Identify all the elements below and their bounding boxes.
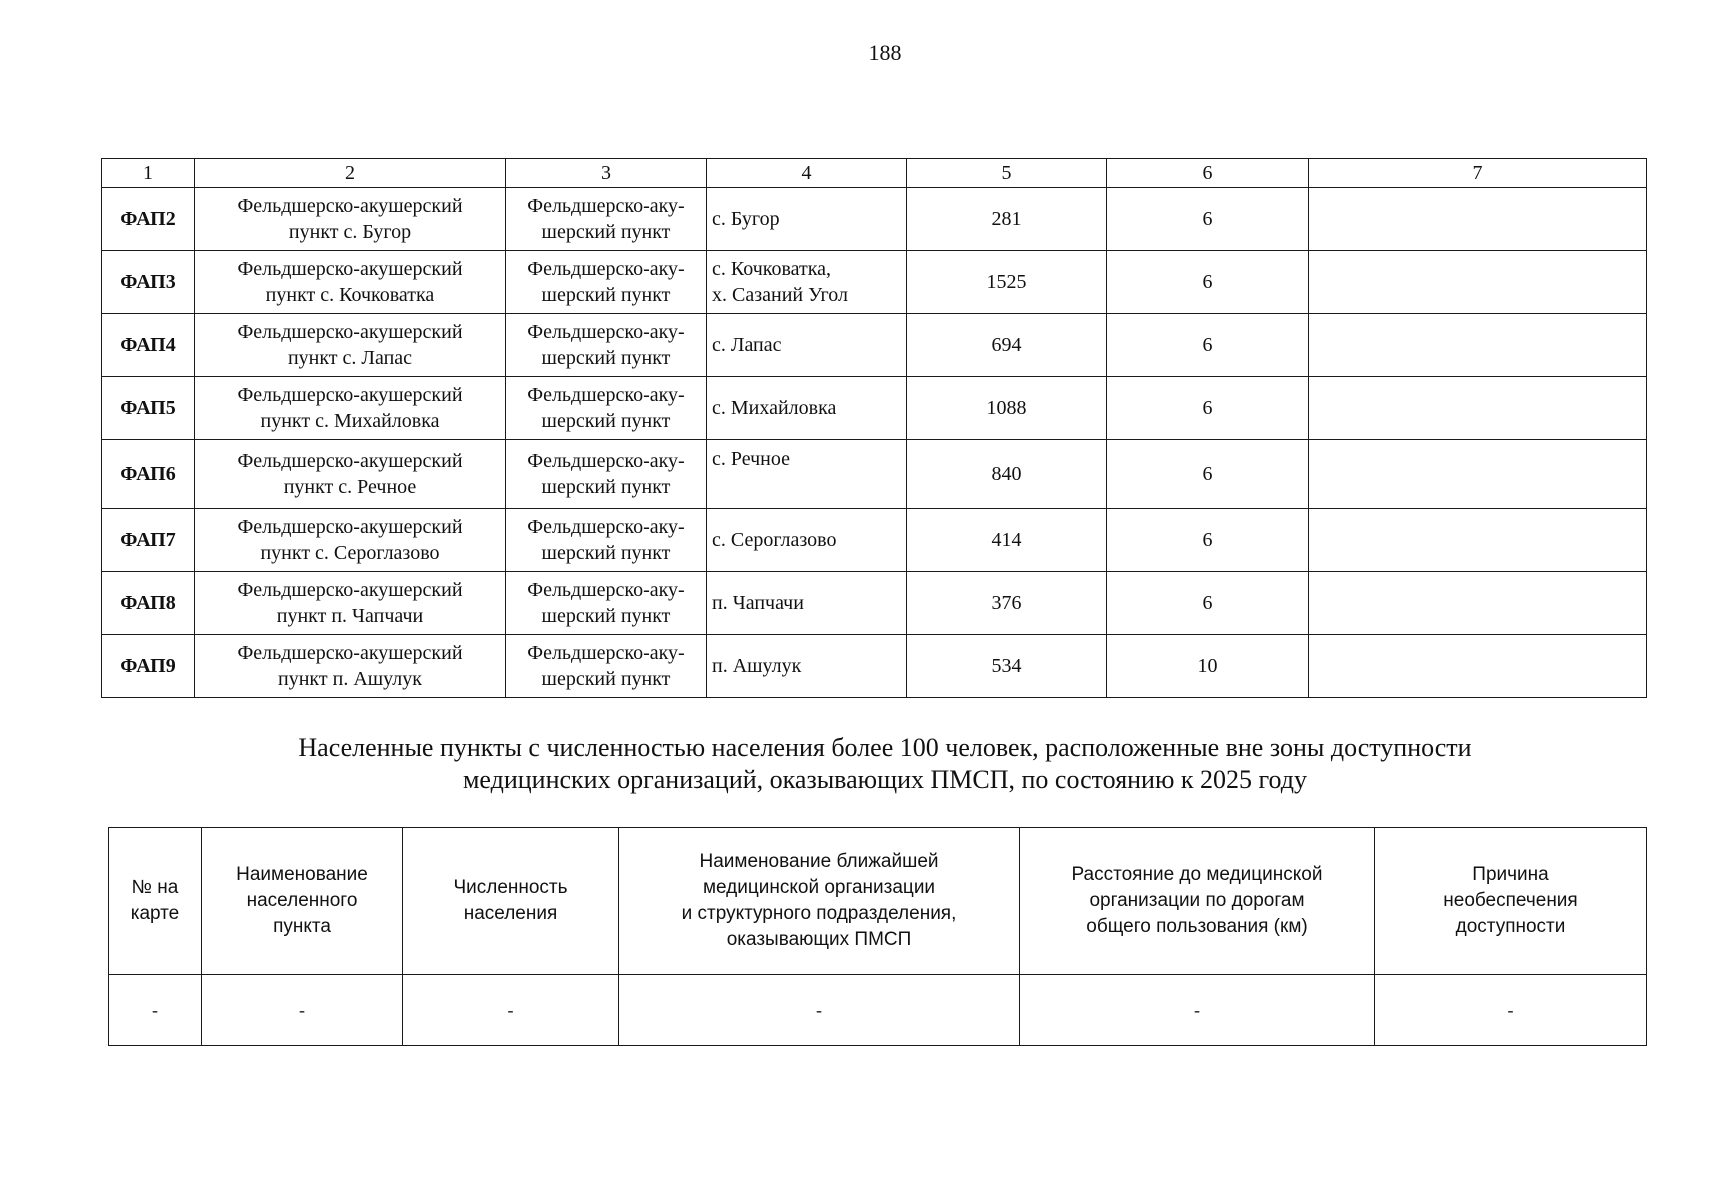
facility-type: [506, 377, 707, 440]
column-header-line: Причина: [1472, 864, 1549, 885]
facility-name-line: Фельдшерско-акушерский: [237, 195, 463, 217]
column-header-line: населенного: [246, 890, 358, 911]
header-row: [109, 828, 1647, 975]
facility-type: [506, 440, 707, 509]
table-row: [102, 509, 1647, 572]
column-6-value: 6: [1107, 509, 1309, 572]
table-row: [102, 377, 1647, 440]
column-header: [202, 828, 403, 975]
population: 534: [907, 635, 1107, 698]
column-header-line: медицинской организации: [702, 877, 936, 898]
settlement: [707, 314, 907, 377]
facility-name: [195, 314, 506, 377]
column-header-line: карте: [130, 903, 180, 924]
facility-name-line: Фельдшерско-акушерский: [237, 516, 463, 538]
column-header-line: № на: [131, 877, 179, 898]
facility-code: ФАП4: [102, 314, 195, 377]
column-number: 2: [195, 159, 506, 188]
settlement: [707, 377, 907, 440]
population: 376: [907, 572, 1107, 635]
facility-name: [195, 188, 506, 251]
column-6-value: 6: [1107, 251, 1309, 314]
facility-name: [195, 251, 506, 314]
column-7-value: [1309, 440, 1647, 509]
section-heading-line: Населенные пункты с численностью населения более 100 человек, расположенные вне зоны доступности: [298, 733, 1472, 762]
facility-name-line: пункт с. Михайловка: [260, 410, 440, 432]
column-header-line: Численность: [453, 877, 568, 898]
column-number: 1: [102, 159, 195, 188]
settlement-line: с. Бугор: [712, 208, 780, 230]
table-row: [102, 572, 1647, 635]
table-row: [102, 635, 1647, 698]
facility-name: [195, 635, 506, 698]
column-header-line: пункта: [273, 916, 331, 937]
column-7-value: [1309, 572, 1647, 635]
facility-name-line: пункт с. Кочковатка: [265, 284, 435, 306]
facility-type-line: Фельдшерско-аку-: [527, 579, 685, 601]
facility-type: [506, 188, 707, 251]
facility-name-line: пункт с. Лапас: [287, 347, 413, 369]
section-heading: [0, 732, 1724, 796]
table-row: [102, 188, 1647, 251]
column-7-value: [1309, 314, 1647, 377]
table-row: [102, 440, 1647, 509]
column-header-line: населения: [463, 903, 558, 924]
facility-type-line: Фельдшерско-аку-: [527, 258, 685, 280]
settlement: [707, 635, 907, 698]
facility-name: [195, 509, 506, 572]
column-7-value: [1309, 635, 1647, 698]
facility-name-line: Фельдшерско-акушерский: [237, 258, 463, 280]
column-number-row: [102, 159, 1647, 188]
settlement-line: с. Речное: [712, 448, 790, 470]
facility-type: [506, 572, 707, 635]
table-cell: -: [1375, 975, 1647, 1046]
population: 840: [907, 440, 1107, 509]
facility-code: ФАП6: [102, 440, 195, 509]
column-header: [1020, 828, 1375, 975]
facility-type-line: Фельдшерско-аку-: [527, 450, 685, 472]
population: 281: [907, 188, 1107, 251]
column-header-line: Наименование ближайшей: [699, 851, 939, 872]
column-header-line: общего пользования (км): [1086, 916, 1308, 937]
facility-type-line: Фельдшерско-аку-: [527, 384, 685, 406]
settlement: [707, 509, 907, 572]
table-cell: -: [109, 975, 202, 1046]
table-cell: -: [403, 975, 619, 1046]
facility-type-line: шерский пункт: [541, 410, 671, 432]
facility-code: ФАП9: [102, 635, 195, 698]
facility-type-line: шерский пункт: [541, 605, 671, 627]
facility-type-line: шерский пункт: [541, 284, 671, 306]
table-cell: -: [1020, 975, 1375, 1046]
column-header-line: и структурного подразделения,: [681, 903, 957, 924]
column-7-value: [1309, 188, 1647, 251]
population: 1088: [907, 377, 1107, 440]
settlement: [707, 251, 907, 314]
settlement-line: с. Лапас: [712, 334, 782, 356]
settlement: [707, 188, 907, 251]
settlement: [707, 572, 907, 635]
settlement-line: с. Сероглазово: [712, 529, 837, 551]
facility-name-line: пункт п. Ашулук: [278, 668, 422, 690]
facility-type-line: Фельдшерско-аку-: [527, 642, 685, 664]
column-6-value: 6: [1107, 572, 1309, 635]
column-6-value: 6: [1107, 440, 1309, 509]
facility-type: [506, 635, 707, 698]
facility-type-line: шерский пункт: [541, 347, 671, 369]
column-header-line: Наименование: [236, 864, 368, 885]
settlement-line: с. Кочковатка,: [712, 258, 832, 280]
facility-type-line: Фельдшерско-аку-: [527, 516, 685, 538]
column-6-value: 6: [1107, 377, 1309, 440]
facility-type-line: шерский пункт: [541, 542, 671, 564]
column-header-line: оказывающих ПМСП: [726, 929, 912, 950]
facility-name-line: Фельдшерско-акушерский: [237, 384, 463, 406]
settlement-line: п. Ашулук: [712, 655, 802, 677]
facility-code: ФАП8: [102, 572, 195, 635]
table-cell: -: [619, 975, 1020, 1046]
column-header: [109, 828, 202, 975]
column-header-line: организации по дорогам: [1089, 890, 1305, 911]
column-number: 4: [707, 159, 907, 188]
facility-name-line: Фельдшерско-акушерский: [237, 642, 463, 664]
column-6-value: 6: [1107, 188, 1309, 251]
facility-type: [506, 509, 707, 572]
column-number: 7: [1309, 159, 1647, 188]
facility-code: ФАП2: [102, 188, 195, 251]
population: 694: [907, 314, 1107, 377]
column-header: [1375, 828, 1647, 975]
page-number: 188: [868, 40, 902, 65]
facility-code: ФАП5: [102, 377, 195, 440]
facility-name-line: пункт п. Чапчачи: [276, 605, 424, 627]
settlement-line: п. Чапчачи: [712, 592, 804, 614]
column-7-value: [1309, 377, 1647, 440]
facility-name: [195, 440, 506, 509]
population: 414: [907, 509, 1107, 572]
out-of-reach-settlements-table: [108, 827, 1647, 1046]
column-7-value: [1309, 509, 1647, 572]
facility-name-line: пункт с. Бугор: [288, 221, 412, 243]
facility-type-line: Фельдшерско-аку-: [527, 195, 685, 217]
table-row: [102, 314, 1647, 377]
facility-name-line: Фельдшерско-акушерский: [237, 579, 463, 601]
column-header: [619, 828, 1020, 975]
facility-type-line: Фельдшерско-аку-: [527, 321, 685, 343]
facility-name-line: Фельдшерско-акушерский: [237, 321, 463, 343]
population: 1525: [907, 251, 1107, 314]
facility-type-line: шерский пункт: [541, 476, 671, 498]
facility-name-line: Фельдшерско-акушерский: [237, 450, 463, 472]
settlement-line: с. Михайловка: [712, 397, 837, 419]
column-6-value: 10: [1107, 635, 1309, 698]
settlement: [707, 440, 907, 509]
table-row: [102, 251, 1647, 314]
column-7-value: [1309, 251, 1647, 314]
section-heading-line: медицинских организаций, оказывающих ПМСП, по состоянию к 2025 году: [462, 765, 1308, 794]
table-cell: -: [202, 975, 403, 1046]
facility-name: [195, 377, 506, 440]
column-6-value: 6: [1107, 314, 1309, 377]
table-row: [109, 975, 1647, 1046]
facility-code: ФАП3: [102, 251, 195, 314]
facility-type: [506, 314, 707, 377]
facility-type: [506, 251, 707, 314]
column-header: [403, 828, 619, 975]
column-header-line: необеспечения: [1443, 890, 1578, 911]
facility-name-line: пункт с. Сероглазово: [260, 542, 440, 564]
column-number: 3: [506, 159, 707, 188]
settlement-line: х. Сазаний Угол: [712, 284, 848, 306]
facility-type-line: шерский пункт: [541, 221, 671, 243]
column-number: 6: [1107, 159, 1309, 188]
column-number: 5: [907, 159, 1107, 188]
facility-name-line: пункт с. Речное: [283, 476, 417, 498]
column-header-line: доступности: [1455, 916, 1566, 937]
facility-name: [195, 572, 506, 635]
facilities-table: [101, 158, 1647, 698]
facility-type-line: шерский пункт: [541, 668, 671, 690]
column-header-line: Расстояние до медицинской: [1071, 864, 1323, 885]
facility-code: ФАП7: [102, 509, 195, 572]
